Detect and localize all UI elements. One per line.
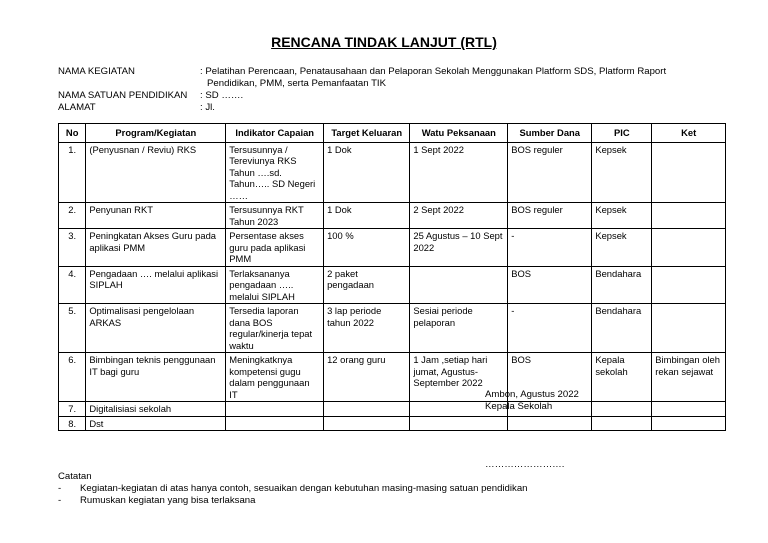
cell-indikator xyxy=(226,416,324,431)
cell-waktu xyxy=(410,266,508,304)
cell-target: 3 lap periode tahun 2022 xyxy=(324,304,410,353)
alamat-label: ALAMAT xyxy=(58,102,96,113)
table-row xyxy=(59,416,726,431)
cell-no: 7. xyxy=(59,402,86,417)
cell-program: Penyunan RKT xyxy=(86,203,226,229)
cell-ket xyxy=(652,142,726,203)
cell-pic: Kepsek xyxy=(592,229,652,267)
cell-pic: Kepsek xyxy=(592,142,652,203)
cell-pic xyxy=(592,416,652,431)
cell-program: Peningkatan Akses Guru pada aplikasi PMM xyxy=(86,229,226,267)
kegiatan-label: NAMA KEGIATAN xyxy=(58,66,135,77)
cell-no: 3. xyxy=(59,229,86,267)
cell-ket xyxy=(652,416,726,431)
table-row xyxy=(59,304,726,353)
signature-place-date: Ambon, Agustus 2022 xyxy=(485,389,579,400)
cell-sumber-dana xyxy=(508,416,592,431)
cell-target: 100 % xyxy=(324,229,410,267)
cell-pic: Bendahara xyxy=(592,266,652,304)
cell-indikator xyxy=(226,402,324,417)
cell-indikator: Persentase akses guru pada aplikasi PMM xyxy=(226,229,324,267)
cell-waktu: 1 Jam ,setiap hari jumat, Agustus-September 2022 xyxy=(410,353,508,402)
bullet-dash: - xyxy=(58,483,62,494)
cell-program: Dst xyxy=(86,416,226,431)
cell-program: Digitalisiasi sekolah xyxy=(86,402,226,417)
cell-no: 1. xyxy=(59,142,86,203)
satuan-label: NAMA SATUAN PENDIDIKAN xyxy=(58,90,188,101)
header-no: No xyxy=(59,124,86,143)
bullet-dash: - xyxy=(58,495,62,506)
cell-pic: Kepala sekolah xyxy=(592,353,652,402)
table-row xyxy=(59,142,726,203)
cell-target: 2 paket pengadaan xyxy=(324,266,410,304)
cell-sumber-dana: BOS reguler xyxy=(508,142,592,203)
note-text: Kegiatan-kegiatan di atas hanya contoh, sesuaikan dengan kebutuhan masing-masing satuan pendidikan xyxy=(80,483,528,494)
cell-target: 12 orang guru xyxy=(324,353,410,402)
cell-pic: Kepsek xyxy=(592,203,652,229)
rtl-table xyxy=(58,123,726,431)
header-sumber-dana: Sumber Dana xyxy=(508,124,592,143)
cell-indikator: Tersusunnya RKT Tahun 2023 xyxy=(226,203,324,229)
header-waktu: Watu Peksanaan xyxy=(410,124,508,143)
cell-waktu: Sesiai periode pelaporan xyxy=(410,304,508,353)
cell-no: 6. xyxy=(59,353,86,402)
table-row xyxy=(59,402,726,417)
table-body xyxy=(59,142,726,431)
cell-program: (Penyusnan / Reviu) RKS xyxy=(86,142,226,203)
cell-no: 2. xyxy=(59,203,86,229)
cell-no: 8. xyxy=(59,416,86,431)
cell-ket xyxy=(652,402,726,417)
cell-target xyxy=(324,416,410,431)
cell-waktu: 25 Agustus – 10 Sept 2022 xyxy=(410,229,508,267)
note-text: Rumuskan kegiatan yang bisa terlaksana xyxy=(80,495,256,506)
cell-ket xyxy=(652,229,726,267)
cell-ket xyxy=(652,304,726,353)
cell-waktu xyxy=(410,416,508,431)
table-row xyxy=(59,203,726,229)
cell-no: 4. xyxy=(59,266,86,304)
cell-pic: Bendahara xyxy=(592,304,652,353)
signature-name-placeholder: ……………………. xyxy=(485,459,565,470)
cell-indikator: Meningkatknya kompetensi gugu dalam penggunaan IT xyxy=(226,353,324,402)
signature-role: Kepala Sekolah xyxy=(485,401,553,412)
document-title: RENCANA TINDAK LANJUT (RTL) xyxy=(271,34,497,50)
cell-sumber-dana: BOS xyxy=(508,266,592,304)
kegiatan-value-line2: Pendidikan, PMM, serta Pemanfaatan TIK xyxy=(207,78,386,89)
table-row xyxy=(59,229,726,267)
cell-ket xyxy=(652,203,726,229)
cell-sumber-dana: - xyxy=(508,304,592,353)
header-indikator: Indikator Capaian xyxy=(226,124,324,143)
header-program: Program/Kegiatan xyxy=(86,124,226,143)
notes-section xyxy=(58,471,528,507)
header-target: Target Keluaran xyxy=(324,124,410,143)
table-header-row xyxy=(59,124,726,143)
cell-pic xyxy=(592,402,652,417)
alamat-value: : Jl. xyxy=(200,102,215,113)
cell-target xyxy=(324,402,410,417)
cell-program: Bimbingan teknis penggunaan IT bagi guru xyxy=(86,353,226,402)
cell-sumber-dana: BOS reguler xyxy=(508,203,592,229)
cell-indikator: Tersusunnya / Tereviunya RKS Tahun ….sd. Tahun….. SD Negeri …… xyxy=(226,142,324,203)
cell-program: Pengadaan …. melalui aplikasi SIPLAH xyxy=(86,266,226,304)
kegiatan-value xyxy=(200,66,700,90)
cell-indikator: Terlaksananya pengadaan ….. melalui SIPLAH xyxy=(226,266,324,304)
cell-ket xyxy=(652,266,726,304)
satuan-value: : SD ……. xyxy=(200,90,244,101)
kegiatan-value-line1: : Pelatihan Perencaan, Penatausahaan dan Pelaporan Sekolah Menggunakan Platform SDS, Platform Raport xyxy=(200,66,667,77)
cell-waktu: 1 Sept 2022 xyxy=(410,142,508,203)
header-ket: Ket xyxy=(652,124,726,143)
cell-indikator: Tersedia laporan dana BOS regular/kinerja tepat waktu xyxy=(226,304,324,353)
cell-sumber-dana: - xyxy=(508,229,592,267)
table-row xyxy=(59,353,726,402)
note-item xyxy=(58,495,528,507)
cell-target: 1 Dok xyxy=(324,142,410,203)
note-item xyxy=(58,483,528,495)
cell-ket: Bimbingan oleh rekan sejawat xyxy=(652,353,726,402)
cell-target: 1 Dok xyxy=(324,203,410,229)
notes-heading: Catatan xyxy=(58,471,92,482)
cell-program: Optimalisasi pengelolaan ARKAS xyxy=(86,304,226,353)
cell-sumber-dana: BOS xyxy=(508,353,592,402)
header-pic: PIC xyxy=(592,124,652,143)
cell-no: 5. xyxy=(59,304,86,353)
cell-waktu: 2 Sept 2022 xyxy=(410,203,508,229)
table-row xyxy=(59,266,726,304)
